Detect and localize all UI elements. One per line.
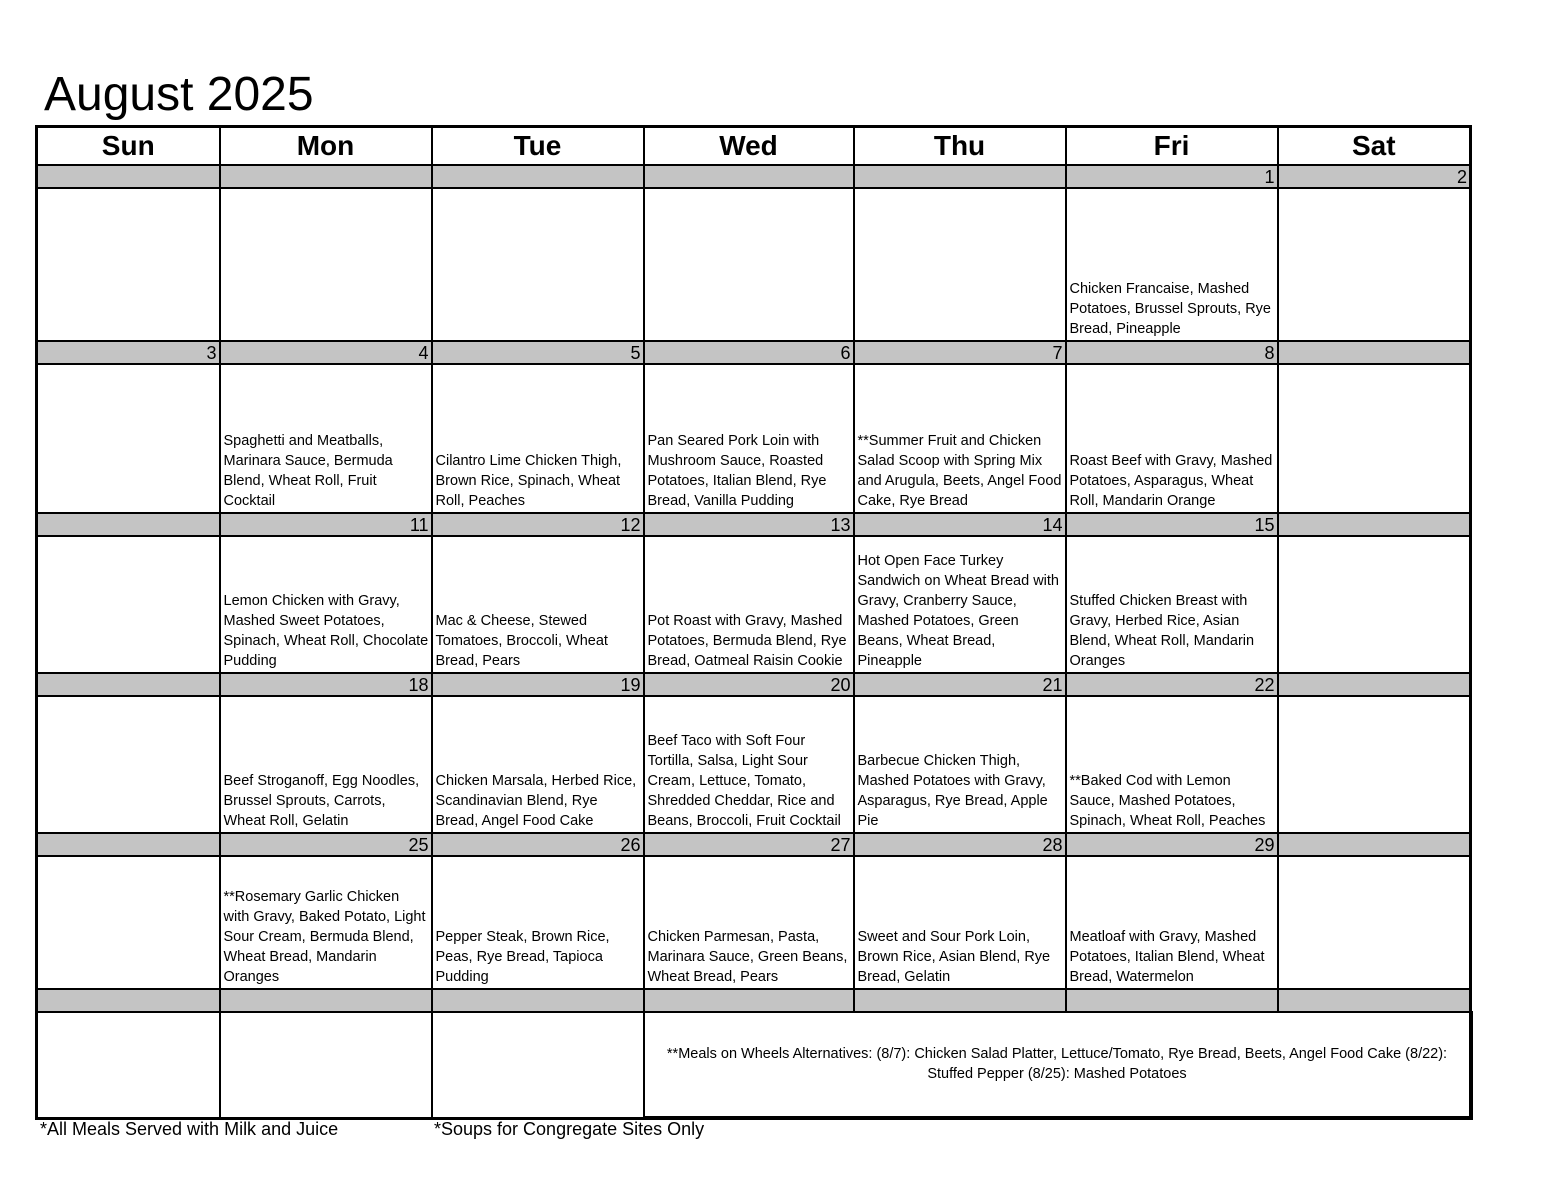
- meal-cell: [432, 1012, 644, 1118]
- footer-soups-note: *Soups for Congregate Sites Only: [434, 1119, 705, 1139]
- date-cell: 25: [220, 833, 432, 856]
- meal-row: [37, 536, 1471, 673]
- meal-cell: [854, 188, 1066, 341]
- meal-cell: Barbecue Chicken Thigh, Mashed Potatoes with Gravy, Asparagus, Rye Bread, Apple Pie: [854, 696, 1066, 833]
- meal-cell: Pot Roast with Gravy, Mashed Potatoes, Bermuda Blend, Rye Bread, Oatmeal Raisin Cookie: [644, 536, 854, 673]
- date-cell: [37, 989, 220, 1012]
- footer-milk-juice-note: *All Meals Served with Milk and Juice: [40, 1119, 339, 1139]
- meal-cell: Pan Seared Pork Loin with Mushroom Sauce, Roasted Potatoes, Italian Blend, Rye Bread, Vanilla Pudding: [644, 364, 854, 513]
- meal-cell: [1278, 536, 1471, 673]
- date-cell: 4: [220, 341, 432, 364]
- date-cell: [432, 165, 644, 188]
- date-cell: 19: [432, 673, 644, 696]
- date-cell: 22: [1066, 673, 1278, 696]
- date-cell: [1278, 513, 1471, 536]
- meal-cell: **Rosemary Garlic Chicken with Gravy, Baked Potato, Light Sour Cream, Bermuda Blend, Wheat Bread, Mandarin Oranges: [220, 856, 432, 989]
- date-cell: [432, 989, 644, 1012]
- date-cell: [1278, 989, 1471, 1012]
- weekday-mon: Mon: [220, 127, 432, 166]
- meal-cell: Stuffed Chicken Breast with Gravy, Herbed Rice, Asian Blend, Wheat Roll, Mandarin Oranges: [1066, 536, 1278, 673]
- date-cell: [1278, 341, 1471, 364]
- date-cell: [37, 833, 220, 856]
- meal-cell: [1278, 696, 1471, 833]
- meal-cell: Hot Open Face Turkey Sandwich on Wheat Bread with Gravy, Cranberry Sauce, Mashed Potatoes, Green Beans, Wheat Bread, Pineapple: [854, 536, 1066, 673]
- meal-cell: [37, 696, 220, 833]
- meal-cell: [37, 1012, 220, 1118]
- date-cell: [644, 989, 854, 1012]
- date-cell: [37, 513, 220, 536]
- date-cell: [220, 165, 432, 188]
- meal-cell: [1278, 856, 1471, 989]
- date-cell: 3: [37, 341, 220, 364]
- date-cell: [220, 989, 432, 1012]
- weekday-sun: Sun: [37, 127, 220, 166]
- meal-cell: [1278, 364, 1471, 513]
- date-cell: [854, 165, 1066, 188]
- date-cell: 5: [432, 341, 644, 364]
- date-cell: [644, 165, 854, 188]
- date-cell: [37, 165, 220, 188]
- date-row: [37, 513, 1471, 536]
- meal-cell: [37, 188, 220, 341]
- meal-row: [37, 188, 1471, 341]
- date-cell: 1: [1066, 165, 1278, 188]
- date-cell: 2: [1278, 165, 1471, 188]
- meal-cell: **Baked Cod with Lemon Sauce, Mashed Potatoes, Spinach, Wheat Roll, Peaches: [1066, 696, 1278, 833]
- meal-cell: **Summer Fruit and Chicken Salad Scoop with Spring Mix and Arugula, Beets, Angel Food Cake, Rye Bread: [854, 364, 1066, 513]
- meal-cell: Mac & Cheese, Stewed Tomatoes, Broccoli, Wheat Bread, Pears: [432, 536, 644, 673]
- date-cell: 20: [644, 673, 854, 696]
- date-row: [37, 341, 1471, 364]
- meal-cell: [37, 856, 220, 989]
- meal-cell: Spaghetti and Meatballs, Marinara Sauce, Bermuda Blend, Wheat Roll, Fruit Cocktail: [220, 364, 432, 513]
- meal-cell: [37, 536, 220, 673]
- date-cell: 11: [220, 513, 432, 536]
- meal-cell: Chicken Parmesan, Pasta, Marinara Sauce, Green Beans, Wheat Bread, Pears: [644, 856, 854, 989]
- date-row: [37, 833, 1471, 856]
- meal-row: [37, 364, 1471, 513]
- meal-cell: Lemon Chicken with Gravy, Mashed Sweet Potatoes, Spinach, Wheat Roll, Chocolate Pudding: [220, 536, 432, 673]
- weekday-fri: Fri: [1066, 127, 1278, 166]
- weekday-wed: Wed: [644, 127, 854, 166]
- date-cell: 15: [1066, 513, 1278, 536]
- meal-cell: Meatloaf with Gravy, Mashed Potatoes, Italian Blend, Wheat Bread, Watermelon: [1066, 856, 1278, 989]
- meal-cell: Cilantro Lime Chicken Thigh, Brown Rice, Spinach, Wheat Roll, Peaches: [432, 364, 644, 513]
- calendar-grid: [35, 125, 1473, 1120]
- alternatives-note: **Meals on Wheels Alternatives: (8/7): Chicken Salad Platter, Lettuce/Tomato, Rye Bread, Beets, Angel Food Cake (8/22): Stuffed Pepper (8/25): Mashed Potatoes: [644, 1012, 1471, 1118]
- meal-cell: Pepper Steak, Brown Rice, Peas, Rye Bread, Tapioca Pudding: [432, 856, 644, 989]
- date-cell: 7: [854, 341, 1066, 364]
- meal-cell: [644, 188, 854, 341]
- meal-cell: [220, 188, 432, 341]
- date-cell: 13: [644, 513, 854, 536]
- meal-cell: [432, 188, 644, 341]
- meal-cell: Beef Stroganoff, Egg Noodles, Brussel Sprouts, Carrots, Wheat Roll, Gelatin: [220, 696, 432, 833]
- date-cell: [1066, 989, 1278, 1012]
- meal-cell: [1278, 188, 1471, 341]
- meal-row: [37, 696, 1471, 833]
- meal-cell: Beef Taco with Soft Four Tortilla, Salsa, Light Sour Cream, Lettuce, Tomato, Shredded Cheddar, Rice and Beans, Broccoli, Fruit Cocktail: [644, 696, 854, 833]
- date-cell: [1278, 833, 1471, 856]
- meal-cell: [37, 364, 220, 513]
- date-cell: 12: [432, 513, 644, 536]
- date-cell: 28: [854, 833, 1066, 856]
- weekday-tue: Tue: [432, 127, 644, 166]
- meal-cell: Chicken Francaise, Mashed Potatoes, Brussel Sprouts, Rye Bread, Pineapple: [1066, 188, 1278, 341]
- meal-cell: [220, 1012, 432, 1118]
- date-cell: [1278, 673, 1471, 696]
- date-cell: 27: [644, 833, 854, 856]
- date-cell: 8: [1066, 341, 1278, 364]
- meal-cell: Chicken Marsala, Herbed Rice, Scandinavian Blend, Rye Bread, Angel Food Cake: [432, 696, 644, 833]
- meal-cell: Sweet and Sour Pork Loin, Brown Rice, Asian Blend, Rye Bread, Gelatin: [854, 856, 1066, 989]
- date-cell: 26: [432, 833, 644, 856]
- meal-row: [37, 1012, 1471, 1118]
- date-row: [37, 989, 1471, 1012]
- weekday-thu: Thu: [854, 127, 1066, 166]
- date-cell: 29: [1066, 833, 1278, 856]
- meal-cell: Roast Beef with Gravy, Mashed Potatoes, Asparagus, Wheat Roll, Mandarin Orange: [1066, 364, 1278, 513]
- calendar-title: August 2025: [44, 68, 314, 121]
- date-row: [37, 673, 1471, 696]
- meal-row: [37, 856, 1471, 989]
- weekday-header-row: [37, 127, 1471, 166]
- date-row: [37, 165, 1471, 188]
- date-cell: [37, 673, 220, 696]
- date-cell: 14: [854, 513, 1066, 536]
- date-cell: 6: [644, 341, 854, 364]
- date-cell: 21: [854, 673, 1066, 696]
- weekday-sat: Sat: [1278, 127, 1471, 166]
- date-cell: [854, 989, 1066, 1012]
- date-cell: 18: [220, 673, 432, 696]
